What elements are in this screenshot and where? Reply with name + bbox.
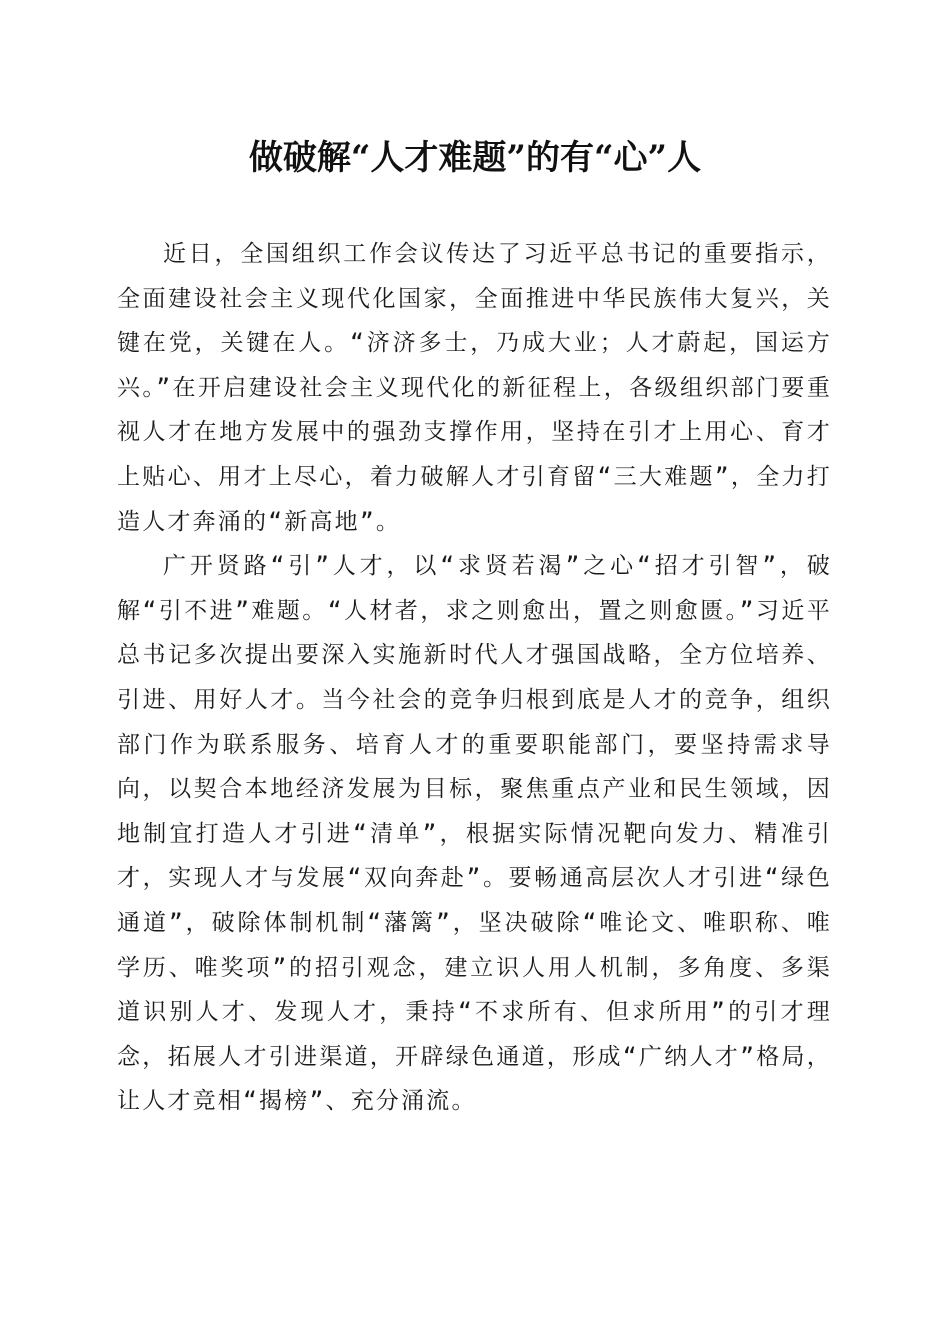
paragraph-1: 近日，全国组织工作会议传达了习近平总书记的重要指示，全面建设社会主义现代化国家，全面推进中华民族伟大复兴，关键在党，关键在人。“济济多士，乃成大业；人才蔚起，国运方兴。”在开启建设社会主义现代化的新征程上，各级组织部门要重视人才在地方发展中的强劲支撑作用，坚持在引才上用心、育才上贴心、用才上尽心，着力破解人才引育留“三大难题”，全力打造人才奔涌的“新高地”。 [117,241,832,535]
paragraph-2: 广开贤路“引”人才，以“求贤若渴”之心“招才引智”，破解“引不进”难题。“人材者，求之则愈出，置之则愈匮。”习近平总书记多次提出要深入实施新时代人才强国战略，全方位培养、引进、用好人才。当今社会的竞争归根到底是人才的竞争，组织部门作为联系服务、培育人才的重要职能部门，要坚持需求导向，以契合本地经济发展为目标，聚焦重点产业和民生领域，因地制宜打造人才引进“清单”，根据实际情况靶向发力、精准引才，实现人才与发展“双向奔赴”。要畅通高层次人才引进“绿色通道”，破除体制机制“藩篱”，坚决破除“唯论文、唯职称、唯学历、唯奖项”的招引观念，建立识人用人机制，多角度、多渠道识别人才、发现人才，秉持“不求所有、但求所用”的引才理念，拓展人才引进渠道，开辟绿色通道，形成“广纳人才”格局，让人才竞相“揭榜”、充分涌流。 [117,553,832,1115]
document-body [117,232,832,1124]
document-title: 做破解“人才难题”的有“心”人 [248,138,702,178]
